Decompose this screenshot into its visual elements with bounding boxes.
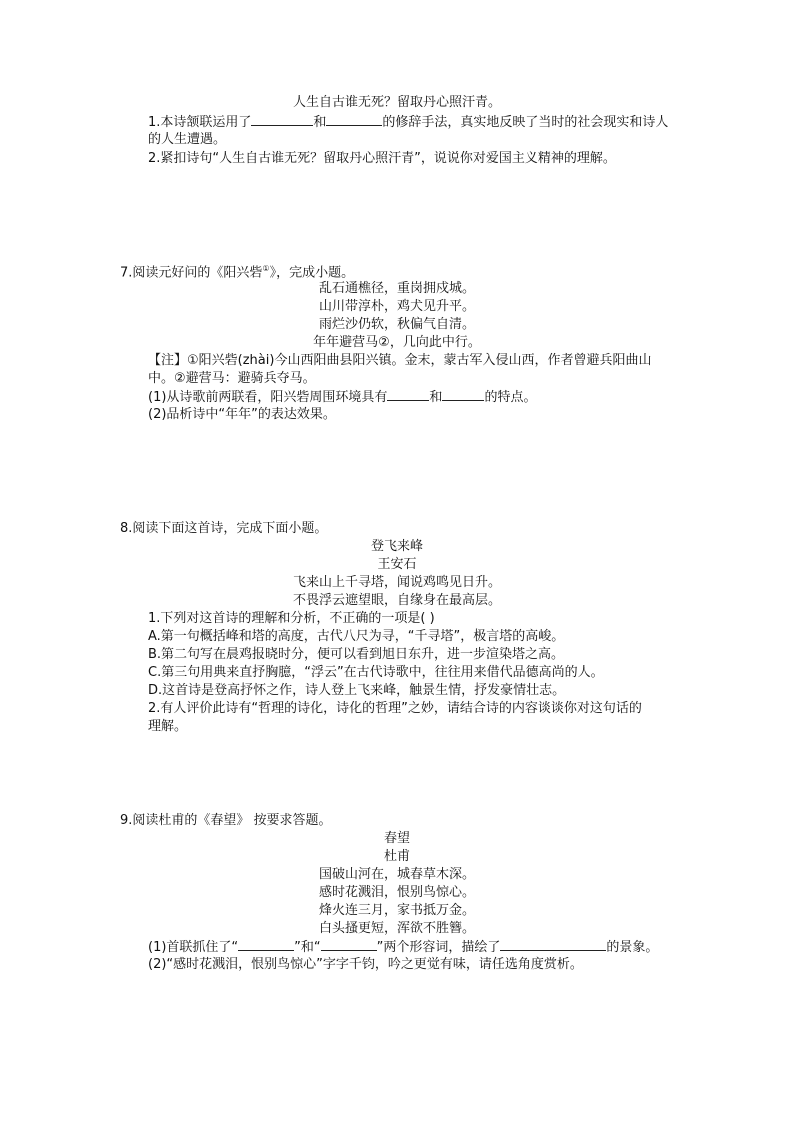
- q9-poem-line-4: 白头搔更短，浑欲不胜簪。: [318, 921, 475, 936]
- q9-poem-line-1: 国破山河在，城春草木深。: [318, 867, 475, 882]
- q7-footnote-mark: ①: [262, 264, 270, 273]
- q6-sub1-cont: 的人生遭遇。: [148, 132, 227, 147]
- q8-poem-title: 登飞来峰: [370, 539, 423, 554]
- q9-sub1-text-d: 的景象。: [606, 940, 659, 955]
- q9-poem-title: 春望: [383, 831, 410, 846]
- q7-poem-line-3: 雨烂沙仍软，秋偏气自清。: [318, 317, 475, 332]
- q6-blank-2[interactable]: [326, 113, 382, 126]
- q9-sub1-text-b: ”和“: [294, 940, 321, 955]
- q9-poem-line-2: 感时花溅泪，恨别鸟惊心。: [318, 885, 475, 900]
- q8-poem-author: 王安石: [377, 557, 417, 572]
- q7-note-1: 【注】①阳兴砦(zhài)今山西阳曲县阳兴镇。金末，蒙古军入侵山西，作者曾避兵阳曲山: [148, 353, 652, 368]
- q8-poem-line-1: 飞来山上千寻塔，闻说鸡鸣见日升。: [292, 575, 501, 590]
- q9-sub1-text-c: ”两个形容词，描绘了: [376, 940, 501, 955]
- q6-sub2: 2.紧扣诗句“人生自古谁无死？留取丹心照汗青”，说说你对爱国主义精神的理解。: [148, 151, 616, 166]
- q7-note-2: 中。②避营马：避骑兵夺马。: [148, 371, 316, 386]
- q9-sub1-text-a: (1)首联抓住了“: [148, 940, 239, 955]
- q8-sub1: 1.下列对这首诗的理解和分析，不正确的一项是( ): [148, 611, 435, 626]
- q9-intro: 9.阅读杜甫的《春望》 按要求答题。: [120, 813, 332, 828]
- q6-sub1-text-c: 的修辞手法，真实地反映了当时的社会现实和诗人: [382, 115, 669, 130]
- q9-sub2: (2)“感时花溅泪，恨别鸟惊心”字字千钧，吟之更觉有味，请任选角度赏析。: [148, 957, 583, 972]
- q6-blank-1[interactable]: [251, 113, 313, 126]
- q7-sub1-text-a: (1)从诗歌前两联看，阳兴砦周围环境具有: [148, 390, 388, 405]
- q6-sub1: [148, 113, 668, 132]
- q8-sub2-cont: 理解。: [148, 719, 188, 734]
- q7-sub1-text-c: 的特点。: [484, 390, 537, 405]
- q7-blank-1[interactable]: [387, 388, 429, 401]
- q7-intro: [120, 260, 354, 282]
- q7-sub2: (2)品析诗中“年年”的表达效果。: [148, 407, 336, 422]
- q7-intro-text-end: 》，完成小题。: [269, 265, 355, 281]
- q9-poem-line-3: 烽火连三月，家书抵万金。: [318, 903, 475, 918]
- q7-poem-line-2: 山川带淳朴，鸡犬见升平。: [318, 299, 475, 314]
- q9-blank-3[interactable]: [500, 938, 606, 951]
- q9-blank-2[interactable]: [321, 938, 377, 951]
- q7-sub1: [148, 388, 536, 407]
- q9-blank-1[interactable]: [238, 938, 294, 951]
- q8-option-c: C.第三句用典来直抒胸臆，“浮云”在古代诗歌中，往往用来借代品德高尚的人。: [148, 665, 604, 680]
- q8-option-b: B.第二句写在晨鸡报晓时分，便可以看到旭日东升，进一步渲染塔之高。: [148, 647, 565, 662]
- q9-poem-author: 杜甫: [383, 849, 410, 864]
- q8-option-a: A.第一句概括峰和塔的高度，古代八尺为寻，“千寻塔”，极言塔的高峻。: [148, 629, 565, 644]
- q7-poem-line-4: 年年避营马②，几向此中行。: [313, 335, 481, 350]
- q7-sub1-text-b: 和: [429, 390, 443, 405]
- q7-blank-2[interactable]: [442, 388, 484, 401]
- q9-sub1: [148, 938, 658, 957]
- q7-intro-text: 7.阅读元好问的《阳兴砦: [120, 265, 263, 281]
- q8-poem-line-2: 不畏浮云遮望眼，自缘身在最高层。: [292, 593, 501, 608]
- q6-sub1-text-a: 1.本诗颔联运用了: [148, 115, 252, 130]
- q6-sub1-text-b: 和: [313, 115, 327, 130]
- q6-poem-last-line: 人生自古谁无死？留取丹心照汗青。: [292, 95, 501, 110]
- q8-intro: 8.阅读下面这首诗，完成下面小题。: [120, 521, 328, 536]
- q8-sub2: 2.有人评价此诗有“哲理的诗化，诗化的哲理”之妙，请结合诗的内容谈谈你对这句话的: [148, 701, 642, 716]
- q8-option-d: D.这首诗是登高抒怀之作，诗人登上飞来峰，触景生情，抒发豪情壮志。: [148, 683, 566, 698]
- q7-poem-line-1: 乱石通樵径，重岗拥戍城。: [318, 281, 475, 296]
